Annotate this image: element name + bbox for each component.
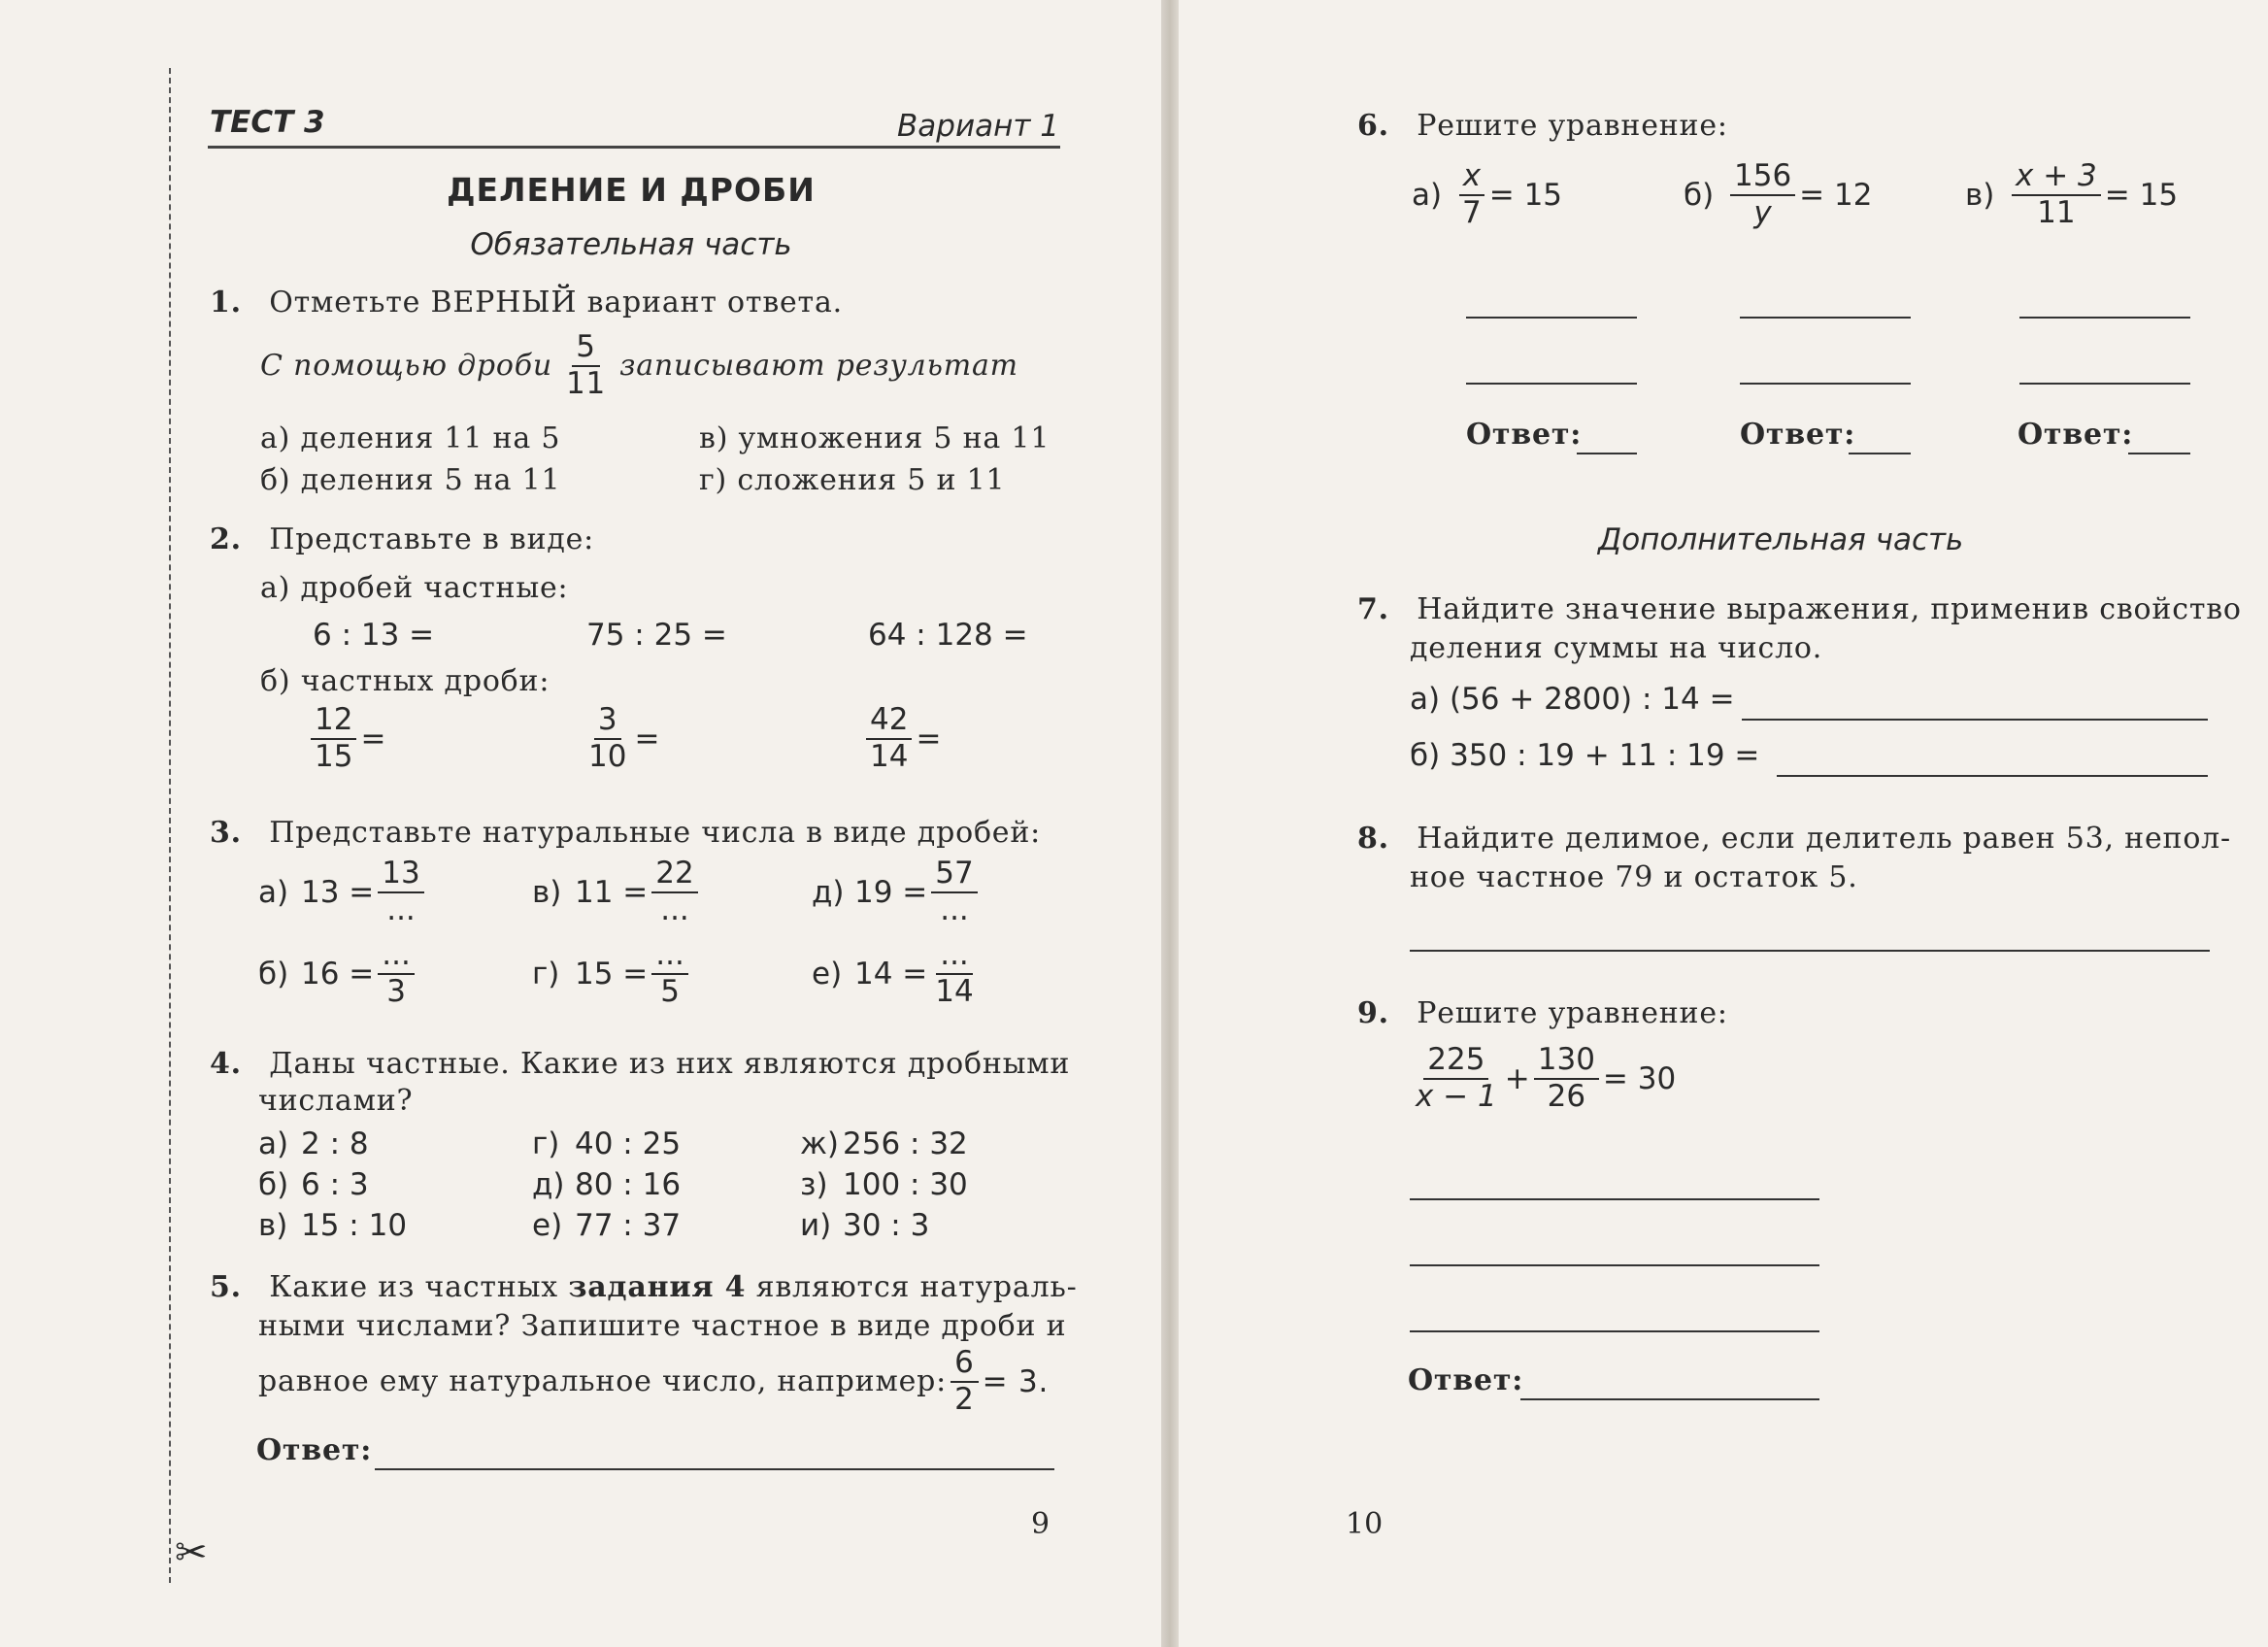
fraction: $\frac{5}{11}$: [566, 329, 607, 401]
question-4: 4. Даны частные. Какие из них являются дробными: [210, 1047, 1071, 1081]
answer-line[interactable]: [2128, 453, 2190, 454]
answer-line[interactable]: [1520, 1398, 1819, 1400]
variant-label: Вариант 1: [897, 109, 1059, 144]
answer-line[interactable]: [1849, 453, 1911, 454]
q3-item-b: б) 16 = $\frac{...}{3}$: [258, 938, 418, 1009]
question-1-options: [260, 421, 1056, 497]
q4-item: а) 2 : 8: [258, 1126, 369, 1161]
q2a-item-2: 75 : 25 =: [586, 618, 727, 653]
option-b[interactable]: б) деления 5 на 11: [260, 463, 561, 497]
work-line[interactable]: [1410, 1330, 1819, 1332]
q3-item-e: е) 14 = $\frac{...}{14}$: [812, 937, 974, 1009]
q4-item: в) 15 : 10: [258, 1208, 408, 1243]
q9-equation: $\frac{225}{x - 1}$ + $\frac{130}{26}$ = 30: [1416, 1042, 1677, 1114]
page-title: ДЕЛЕНИЕ И ДРОБИ: [447, 171, 816, 209]
q3-item-g: г) 15 = $\frac{...}{5}$: [532, 938, 692, 1009]
question-2a-label: а) дробей частные:: [260, 571, 569, 605]
q2b-item-1: $\frac{12}{15}$ =: [307, 703, 385, 774]
cut-line: [169, 68, 171, 1583]
header-rule: [208, 146, 1060, 149]
question-7-line2: деления суммы на число.: [1410, 631, 1823, 665]
mandatory-part-title: Обязательная часть: [470, 227, 792, 262]
q3-item-d: д) 19 = $\frac{57}{...}$: [812, 857, 982, 927]
q4-item: е) 77 : 37: [532, 1208, 682, 1243]
q2b-item-2: $\frac{3}{10}$ =: [588, 702, 660, 774]
work-line[interactable]: [2019, 317, 2190, 319]
q6-item-a: а) $\frac{x}{7}$ = 15: [1412, 158, 1563, 230]
scissors-icon: ✂: [175, 1530, 208, 1575]
answer-line[interactable]: [1777, 775, 2208, 777]
question-number: 1.: [210, 286, 242, 319]
q4-item: и) 30 : 3: [800, 1208, 930, 1243]
question-text: Отметьте ВЕРНЫЙ вариант ответа.: [269, 286, 843, 319]
option-a[interactable]: а) деления 11 на 5: [260, 421, 561, 455]
extra-part-title: Дополнительная часть: [1598, 522, 1964, 557]
question-1: [210, 286, 843, 319]
answer-line[interactable]: [1742, 719, 2208, 721]
work-line[interactable]: [1740, 383, 1911, 385]
answer-line[interactable]: [1577, 453, 1637, 454]
option-v[interactable]: в) умножения 5 на 11: [699, 421, 1051, 455]
q4-item: б) 6 : 3: [258, 1167, 369, 1202]
work-line[interactable]: [1410, 1264, 1819, 1266]
answer-label-b: Ответ:: [1740, 418, 1856, 452]
work-line[interactable]: [1466, 317, 1637, 319]
page-number: 9: [1031, 1507, 1051, 1541]
question-5: 5. Какие из частных задания 4 являются натураль-: [210, 1270, 1078, 1304]
right-page: [1179, 0, 2268, 1647]
question-4-items: [258, 1126, 1052, 1243]
q4-item: ж) 256 : 32: [800, 1126, 968, 1161]
work-line[interactable]: [1466, 383, 1637, 385]
question-7: 7. Найдите значение выражения, применив свойство: [1357, 592, 2242, 626]
question-2b-label: б) частных дроби:: [260, 664, 550, 698]
question-5-line3: равное ему натуральное число, например: $\frac{6}{2}$ = 3.: [258, 1345, 1050, 1417]
question-9: 9. Решите уравнение:: [1357, 996, 1728, 1030]
q3-item-a: а) 13 = $\frac{13}{...}$: [258, 857, 428, 927]
question-6: 6. Решите уравнение:: [1357, 109, 1728, 143]
work-line[interactable]: [1410, 1198, 1819, 1200]
answer-line[interactable]: [1410, 950, 2210, 952]
q2a-item-1: 6 : 13 =: [313, 618, 435, 653]
q2b-item-3: $\frac{42}{14}$ =: [862, 703, 941, 774]
work-line[interactable]: [2019, 383, 2190, 385]
q6-item-b: б) $\frac{156}{y}$ = 12: [1684, 158, 1873, 230]
q7-item-a: а) (56 + 2800) : 14 =: [1410, 682, 1735, 717]
question-5-line2: ными числами? Запишите частное в виде дроби и: [258, 1309, 1067, 1343]
answer-label: Ответ:: [256, 1433, 373, 1467]
test-label: ТЕСТ 3: [210, 105, 325, 140]
question-3: 3. Представьте натуральные числа в виде дробей:: [210, 816, 1042, 850]
page-number: 10: [1346, 1507, 1384, 1541]
question-2: 2. Представьте в виде:: [210, 522, 595, 556]
q4-item: д) 80 : 16: [532, 1167, 682, 1202]
option-g[interactable]: г) сложения 5 и 11: [699, 463, 1006, 497]
question-1-stem: С помощью дроби $\frac{5}{11}$ записывают результат: [260, 329, 1018, 401]
q4-item: з) 100 : 30: [800, 1167, 968, 1202]
work-line[interactable]: [1740, 317, 1911, 319]
answer-label-a: Ответ:: [1466, 418, 1583, 452]
answer-label-v: Ответ:: [2018, 418, 2134, 452]
answer-label: Ответ:: [1408, 1363, 1524, 1397]
q2a-item-3: 64 : 128 =: [868, 618, 1028, 653]
book-gutter: [1161, 0, 1179, 1647]
q6-item-v: в) $\frac{x + 3}{11}$ = 15: [1965, 158, 2179, 230]
question-4-line2: числами?: [258, 1084, 414, 1118]
question-8-line2: ное частное 79 и остаток 5.: [1410, 860, 1858, 894]
question-8: 8. Найдите делимое, если делитель равен 53, непол-: [1357, 822, 2231, 856]
q4-item: г) 40 : 25: [532, 1126, 682, 1161]
answer-line[interactable]: [375, 1468, 1054, 1470]
q7-item-b: б) 350 : 19 + 11 : 19 =: [1410, 738, 1760, 773]
q3-item-v: в) 11 = $\frac{22}{...}$: [532, 857, 702, 927]
